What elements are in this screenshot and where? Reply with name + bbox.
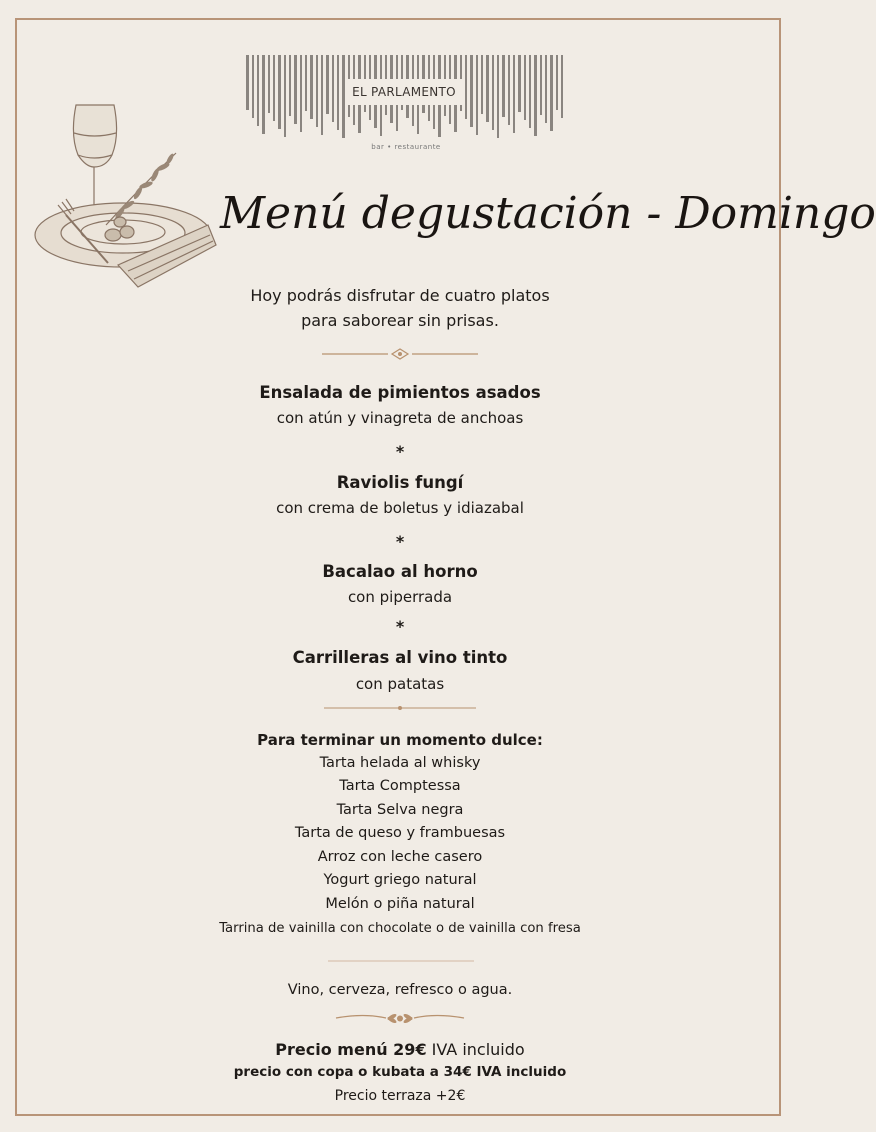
logo-bar — [284, 55, 286, 137]
drinks-included: Vino, cerveza, refresco o agua. — [287, 982, 513, 998]
logo-bar — [305, 55, 307, 111]
logo-bar — [278, 55, 281, 129]
logo-bar — [556, 55, 558, 110]
logo-bar — [476, 55, 478, 135]
course-1-name: Ensalada de pimientos asados — [259, 383, 541, 402]
logo-bar — [289, 55, 291, 116]
logo-bar — [492, 55, 494, 130]
logo-bar — [326, 55, 329, 114]
logo-bar — [300, 55, 302, 132]
intro-line-1: Hoy podrás disfrutar de cuatro platos — [250, 286, 550, 305]
intro-text — [200, 283, 600, 333]
intro-line-2: para saborear sin prisas. — [301, 311, 499, 330]
logo-bar — [337, 55, 339, 130]
logo-bar — [257, 55, 259, 126]
course-3-name: Bacalao al horno — [322, 562, 478, 581]
logo-bar — [273, 55, 275, 121]
logo-bar — [529, 55, 531, 128]
restaurant-logo — [246, 55, 566, 155]
course-4-desc: con patatas — [355, 675, 445, 693]
logo-bar — [310, 55, 313, 119]
logo-bar — [294, 55, 297, 124]
logo-bar — [470, 55, 473, 127]
dessert-item: Yogurt griego natural — [323, 872, 477, 888]
dessert-item: Tarrina de vainilla con chocolate o de vainilla con fresa — [219, 921, 581, 936]
course-separator: * — [395, 532, 405, 551]
leaf-ornament — [334, 1009, 466, 1027]
logo-bar — [518, 55, 521, 112]
logo-bar — [540, 55, 542, 115]
dessert-item: Arroz con leche casero — [317, 849, 483, 865]
price-line — [100, 1040, 700, 1059]
thin-divider — [324, 702, 476, 714]
dessert-item: Melón o piña natural — [325, 896, 475, 912]
dessert-item: Tarta helada al whisky — [319, 755, 481, 771]
course-2-name: Raviolis fungí — [336, 473, 464, 492]
logo-bar — [550, 55, 553, 131]
logo-bar — [561, 55, 563, 118]
menu-title: Menú degustación - Domingo — [220, 188, 876, 239]
logo-bar — [268, 55, 270, 113]
logo-bar — [486, 55, 489, 122]
logo-bar — [534, 55, 537, 136]
logo-bar — [262, 55, 265, 134]
price-terrace: Precio terraza +2€ — [334, 1088, 466, 1104]
course-2-desc: con crema de boletus y idiazabal — [276, 499, 524, 517]
logo-bar — [252, 55, 254, 118]
logo-bar — [481, 55, 483, 114]
logo-bar — [545, 55, 547, 123]
course-3-desc: con piperrada — [347, 588, 453, 606]
logo-bar — [508, 55, 510, 125]
logo-bar — [246, 55, 249, 110]
logo-bar — [513, 55, 515, 133]
price-with-drink: precio con copa o kubata a 34€ IVA incluido — [233, 1064, 567, 1080]
thin-divider — [328, 957, 474, 965]
logo-bar — [502, 55, 505, 117]
course-1-desc: con atún y vinagreta de anchoas — [276, 409, 524, 427]
logo-subtitle: bar • restaurante — [371, 143, 441, 151]
dessert-item: Tarta Comptessa — [339, 778, 461, 794]
logo-bar — [321, 55, 323, 135]
course-4-name: Carrilleras al vino tinto — [292, 648, 508, 667]
dessert-item: Tarta Selva negra — [336, 802, 464, 818]
ornament-divider — [322, 346, 478, 362]
course-separator: * — [395, 442, 405, 461]
price-label: Precio menú 29€ — [275, 1040, 427, 1059]
logo-bar — [316, 55, 318, 127]
logo-name: EL PARLAMENTO — [345, 79, 463, 105]
logo-bar — [465, 55, 467, 119]
price-suffix: IVA incluido — [426, 1040, 525, 1059]
logo-bar — [332, 55, 334, 122]
desserts-heading: Para terminar un momento dulce: — [257, 731, 543, 749]
dessert-item: Tarta de queso y frambuesas — [294, 825, 506, 841]
course-separator: * — [395, 617, 405, 636]
logo-bar — [524, 55, 526, 120]
logo-bar — [497, 55, 499, 138]
wine-plate-illustration — [28, 95, 218, 300]
